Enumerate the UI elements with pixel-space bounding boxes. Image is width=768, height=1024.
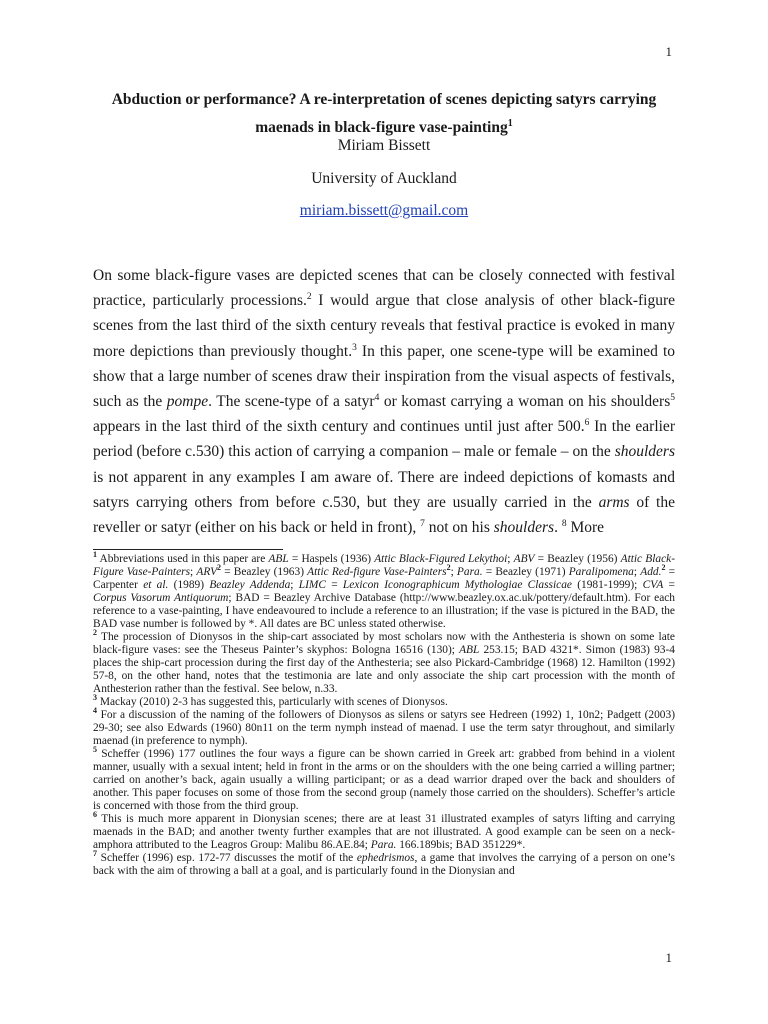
- footnotes: [93, 550, 676, 878]
- page-number-bottom: 1: [665, 950, 672, 965]
- title-footnote-ref: 1: [507, 118, 513, 129]
- page-number-top: 1: [665, 44, 672, 59]
- footnote-separator: [93, 549, 283, 550]
- author-email-link[interactable]: miriam.bissett@gmail.com: [299, 202, 469, 219]
- footnote-ref: 3: [352, 342, 357, 353]
- footnote-3: $^3$ Mackay (2010) 2-3 has suggested this, particularly with scenes of Dionysos.: [93, 693, 448, 708]
- author-name: Miriam Bissett: [337, 137, 431, 154]
- paper-title: Abduction or performance? A re-interpretation of scenes depicting satyrs carrying maenads in black-figure vase-painting$^1$: [111, 91, 657, 137]
- author-affiliation: University of Auckland: [311, 170, 457, 187]
- footnote-5: $^5$ Scheffer (1996) 177 outlines the four ways a figure can be shown carried in Greek art: grabbed from behind in a violent manner, usually with a sexual intent; held in front in the arms or on the shoulders with the one being carried a willing partner; carried on another’s back, again usually a willing participant; or as a dead warrior draped over the back and shoulders of another. This paper focuses on some of those from the second group (namely those carried on the shoulders). Scheffer’s article is concerned with those from the third group.: [93, 745, 675, 812]
- footnote-ref: 7: [420, 518, 425, 529]
- footnote-4: $^4$ For a discussion of the naming of the followers of Dionysos as silens or satyrs see Hedreen (1992) 1, 10n2; Padgett (2003) 29-30; see also Edwards (1960) 80n11 on the term nymph instead of maenad. I use the term satyr throughout, and similarly maenad (in preference to nymph).: [93, 706, 675, 747]
- footnote-ref: 4: [374, 392, 380, 403]
- footnote-1: $^1$ Abbreviations used in this paper are ABL = Haspels (1936) Attic Black-Figured Lekythoi; ABV = Beazley (1956) Attic Black-Figure Vase-Painters; $ARV^2$ = Beazley (1963) Attic Red-figure Vase-Painters$^2$; Para. = Beazley (1971) Paralipomena; Add.$^2$ = Carpenter et al. (1989) Beazley Addenda; LIMC = Lexicon Iconographicum Mythologiae Classicae (1981-1999); CVA = Corpus Vasorum Antiquorum; BAD = Beazley Archive Database (http://www.beazley.ox.ac.uk/pottery/default.htm). For each reference to a vase-painting, I have endeavoured to include a reference to an illustration; if the vase is pictured in the BAD, the BAD vase number is followed by *. All dates are BC unless stated otherwise.: [93, 550, 676, 630]
- footnote-ref: 2: [306, 292, 312, 303]
- footnote-ref: 8: [561, 518, 567, 529]
- footnote-7: $^7$ Scheffer (1996) esp. 172-77 discusses the motif of the ephedrismos, a game that involves the carrying of a person on one’s back with the aim of throwing a ball at a goal, and is particularly found in the Dionysian and: [93, 849, 675, 877]
- footnote-2: $^2$ The procession of Dionysos in the ship-cart associated by most scholars now with the Anthesteria is shown on some late black-figure vases: see the Theseus Painter’s skyphos: Bologna 16516 (130); ABL 253.15; BAD 4321*. Simon (1983) 93-4 places the ship-cart procession during the first day of the Anthesteria; see also Pickard-Cambridge (1968) 12. Hamilton (1992) 57-8, on the other hand, notes that the testimonia are late and only associate the ship cart procession with the month of Anthesterion rather than the festival. See below, n.33.: [93, 628, 675, 695]
- footnote-6: $^6$ This is much more apparent in Dionysian scenes; there are at least 31 illustrated examples of satyrs lifting and carrying maenads in the BAD; and another twenty further examples that are not illustrated. A good example can be seen on a neck-amphora attributed to the Leagros Group: Malibu 86.AE.84; Para. 166.189bis; BAD 351229*.: [93, 810, 675, 851]
- body-paragraph: On some black-figure vases are depicted scenes that can be closely connected with festival practice, particularly processions.$^2$ I would argue that close analysis of other black-figure scenes from the last third of the sixth century reveals that festival practice is evoked in many more depictions than previously thought.$^3$ In this paper, one scene-type will be examined to show that a large number of scenes draw their inspiration from the visual aspects of festivals, such as the pompe. The scene-type of a satyr$^4$ or komast carrying a woman on his shoulders$^5$ appears in the last third of the sixth century and continues until just after 500.$^6$ In the earlier period (before c.530) this action of carrying a companion – male or female – on the shoulders is not apparent in any examples I am aware of. There are indeed depictions of komasts and satyrs carrying others from before c.530, but they are usually carried in the arms of the reveller or satyr (either on his back or held in front), $^7$ not on his shoulders. $^8$ More: [93, 267, 676, 537]
- footnote-ref: 5: [670, 392, 675, 403]
- footnote-ref: 6: [584, 418, 590, 429]
